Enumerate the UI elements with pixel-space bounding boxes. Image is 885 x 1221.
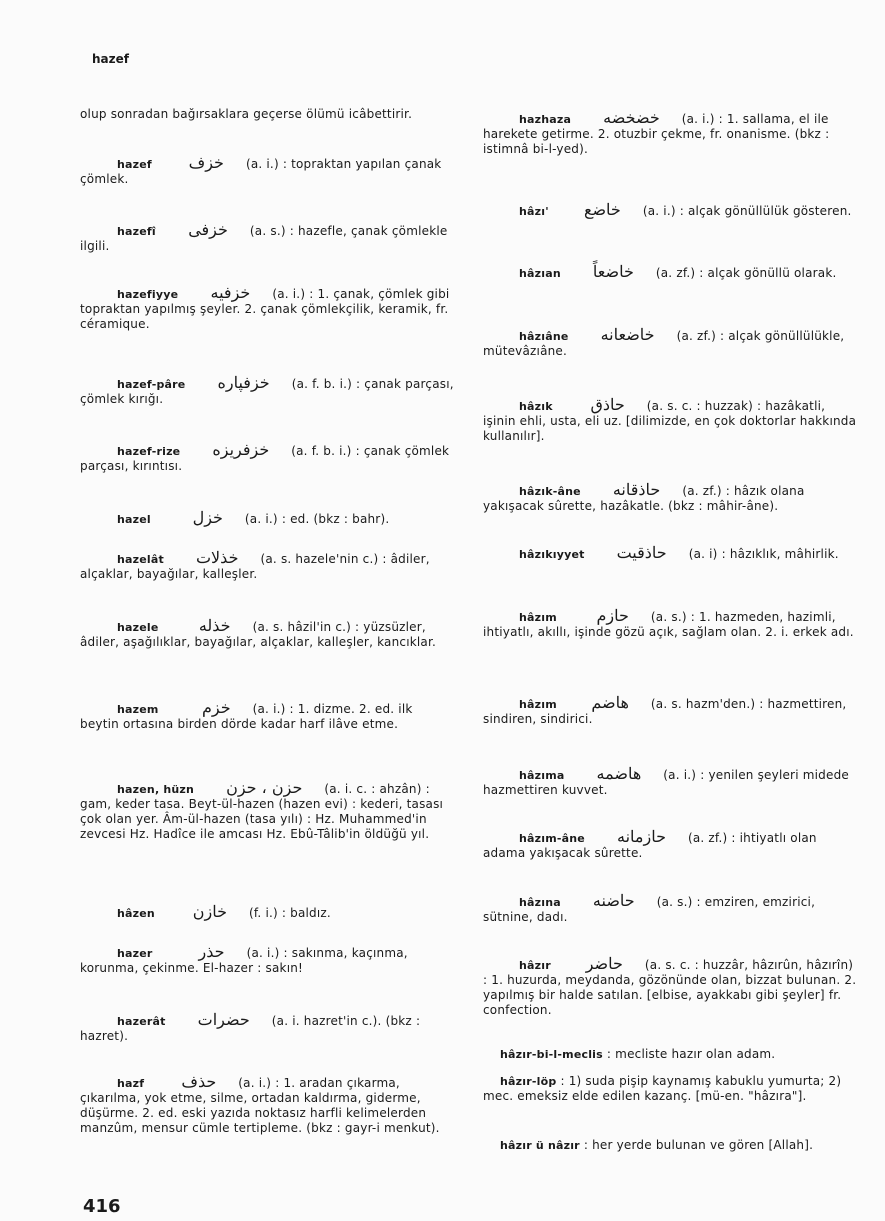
arabic-script: خذله xyxy=(198,616,231,635)
entry-text: (a. i) : hâzıklık, mâhirlik. xyxy=(688,547,839,561)
headword: hazef-pâre xyxy=(117,378,186,391)
arabic-script: حازمانه xyxy=(616,827,666,846)
dictionary-entry xyxy=(80,222,455,254)
entry-text: (a. i.) : alçak gönüllülük gösteren. xyxy=(642,204,852,218)
dictionary-entry xyxy=(483,1047,858,1062)
dictionary-entry xyxy=(80,155,455,187)
headword: hazf xyxy=(117,1077,145,1090)
arabic-script: خزل xyxy=(192,508,223,527)
dictionary-entry xyxy=(483,482,858,514)
dictionary-entry xyxy=(483,545,858,562)
arabic-script: خزفپاره xyxy=(217,373,270,392)
dictionary-entry xyxy=(80,442,455,474)
arabic-script: خزفى xyxy=(188,220,228,239)
entry-text: (a. s. hazele'nin c.) : âdiler, alçaklar, bayağılar, kalleşler. xyxy=(80,552,430,581)
dictionary-entry xyxy=(80,1012,455,1044)
page-number: 416 xyxy=(83,1196,121,1217)
headword: hâzım xyxy=(519,698,557,711)
arabic-script: خازن xyxy=(192,902,227,921)
arabic-script: حذف xyxy=(181,1072,217,1091)
headword: hâzıma xyxy=(519,769,565,782)
arabic-script: حذر xyxy=(198,942,225,961)
dictionary-entry xyxy=(80,944,455,976)
headword: hâzına xyxy=(519,896,561,909)
entry-text: : 1) suda pişip kaynamış kabuklu yumurta; 2) mec. emeksiz elde edilen kazanç. [mü-en. "hâzıra"]. xyxy=(483,1074,842,1103)
arabic-script: حاضنه xyxy=(592,891,635,910)
dictionary-entry xyxy=(483,766,858,798)
dictionary-entry xyxy=(80,285,455,332)
arabic-script: خاضع xyxy=(583,200,621,219)
headword: hazerât xyxy=(117,1015,166,1028)
headword: hâzık xyxy=(519,400,553,413)
headword: hâzıâne xyxy=(519,330,569,343)
dictionary-entry xyxy=(483,608,858,640)
headword: hazen, hüzn xyxy=(117,783,195,796)
dictionary-entry xyxy=(80,550,455,582)
dictionary-entry xyxy=(483,397,858,444)
entry-text: (a. s.) : emziren, emzirici, sütnine, dadı. xyxy=(483,895,816,924)
entry-text: (a. i.) : sakınma, kaçınma, korunma, çekinme. El-hazer : sakın! xyxy=(80,946,408,975)
arabic-script: حاذقيت xyxy=(616,543,667,562)
entry-text: (a. zf.) : alçak gönüllü olarak. xyxy=(655,266,837,280)
arabic-script: حاذقانه xyxy=(612,480,661,499)
entry-text: (a. i.) : 1. dizme. 2. ed. ilk beytin ortasına birden dörde kadar harf ilâve etme. xyxy=(80,702,413,731)
entry-text: (a. i.) : ed. (bkz : bahr). xyxy=(244,512,390,526)
entry-text: (a. i. hazret'in c.). (bkz : hazret). xyxy=(80,1014,421,1043)
entry-text: (a. zf.) : ihtiyatlı olan adama yakışacak sûrette. xyxy=(483,831,817,860)
dictionary-entry xyxy=(483,327,858,359)
headword: hâzık-âne xyxy=(519,485,581,498)
headword: hazele xyxy=(117,621,159,634)
headword: hazel xyxy=(117,513,151,526)
entry-text: (a. f. b. i.) : çanak çömlek parçası, kırıntısı. xyxy=(80,444,450,473)
arabic-script: خزم xyxy=(201,698,231,717)
dictionary-entry xyxy=(80,618,455,650)
arabic-script: خاضعاً xyxy=(592,262,634,281)
dictionary-entry xyxy=(483,110,858,157)
headword: hâzır-löp xyxy=(500,1075,557,1088)
headword: hâzım-âne xyxy=(519,832,585,845)
arabic-script: خزف xyxy=(188,153,224,172)
arabic-script: خذلات xyxy=(195,548,239,567)
entry-text: (a. i.) : topraktan yapılan çanak çömlek. xyxy=(80,157,442,186)
headword: hazef xyxy=(117,158,152,171)
headword: hâzır xyxy=(519,959,551,972)
headword: hazer xyxy=(117,947,153,960)
entry-text: (a. s.) : hazefle, çanak çömlekle ilgili. xyxy=(80,224,448,253)
headword: hâzen xyxy=(117,907,155,920)
headword: hazef-rize xyxy=(117,445,181,458)
entry-text: : mecliste hazır olan adam. xyxy=(606,1047,776,1061)
entry-text: (a. i.) : 1. sallama, el ile harekete getirme. 2. otuzbir çekme, fr. onanisme. (bkz : istimnâ bi-l-yed). xyxy=(483,112,830,156)
arabic-script: خزفريزه xyxy=(212,440,270,459)
arabic-script: خزفيه xyxy=(210,283,251,302)
headword: hazem xyxy=(117,703,159,716)
dictionary-entry xyxy=(483,202,858,219)
arabic-script: حضرات xyxy=(197,1010,250,1029)
dictionary-entry xyxy=(80,780,455,842)
headword: hâzıan xyxy=(519,267,561,280)
dictionary-entry xyxy=(80,1074,455,1136)
headword: hâzır ü nâzır xyxy=(500,1139,580,1152)
headword: hâzım xyxy=(519,611,557,624)
entry-text: (a. s. c. : huzzâr, hâzırûn, hâzırîn) : 1. huzurda, meydanda, gözönünde olan, bizzat bulunan. 2. yapılmış bir halde satılan. [elbise, ayakkabı gibi şeyler] fr. confection. xyxy=(483,958,857,1017)
arabic-script: خضخضه xyxy=(603,108,660,127)
running-head: hazef xyxy=(92,52,129,66)
dictionary-entry xyxy=(80,107,455,122)
arabic-script: حاذق xyxy=(590,395,625,414)
entry-text: (a. s. hâzil'in c.) : yüzsüzler, âdiler, aşağılıklar, bayağılar, alçaklar, kalleşler, kancıklar. xyxy=(80,620,437,649)
dictionary-entry xyxy=(80,700,455,732)
arabic-script: حاضر xyxy=(585,954,623,973)
entry-text: (a. zf.) : alçak gönüllülükle, mütevâzıâne. xyxy=(483,329,845,358)
dictionary-entry xyxy=(483,829,858,861)
dictionary-entry xyxy=(483,695,858,727)
entry-text: (a. zf.) : hâzık olana yakışacak sûrette, hazâkatle. (bkz : mâhir-âne). xyxy=(483,484,805,513)
headword: hâzır-bi-l-meclis xyxy=(500,1048,603,1061)
dictionary-entry xyxy=(483,1074,858,1104)
entry-text: (a. i. c. : ahzân) : gam, keder tasa. Beyt-ül-hazen (hazen evi) : kederi, tasası çok olan yer. Âm-ül-hazen (tasa yılı) : Hz. Muhammed'in zevcesi Hz. Hadîce ile amcası Hz. Ebû-Tâlib'in öldüğü yıl. xyxy=(80,782,444,841)
entry-text: (a. s. c. : huzzak) : hazâkatli, işinin ehli, usta, eli uz. [dilimizde, en çok doktorlar hakkında kullanılır]. xyxy=(483,399,857,443)
dictionary-entry xyxy=(483,956,858,1018)
headword: hazefiyye xyxy=(117,288,179,301)
entry-text: (a. s. hazm'den.) : hazmettiren, sindiren, sindirici. xyxy=(483,697,847,726)
headword: hâzı' xyxy=(519,205,549,218)
dictionary-entry xyxy=(80,510,455,527)
arabic-script: هاضمه xyxy=(596,764,642,783)
entry-text: (a. i.) : 1. aradan çıkarma, çıkarılma, yok etme, silme, ortadan kaldırma, giderme, düşürme. 2. ed. eski yazıda noktasız harfli kelimelerden manzûm, mensur cümle tertipleme. (bkz : gayr-i menkut). xyxy=(80,1076,440,1135)
entry-text: : her yerde bulunan ve gören [Allah]. xyxy=(583,1138,814,1152)
dictionary-entry xyxy=(483,893,858,925)
entry-text: (f. i.) : baldız. xyxy=(248,906,331,920)
dictionary-entry xyxy=(80,904,455,921)
entry-text: (a. i.) : yenilen şeyleri midede hazmettiren kuvvet. xyxy=(483,768,849,797)
entry-text: olup sonradan bağırsaklara geçerse ölümü icâbettirir. xyxy=(80,107,413,121)
headword: hazhaza xyxy=(519,113,572,126)
dictionary-entry xyxy=(483,1138,858,1153)
entry-text: (a. f. b. i.) : çanak parçası, çömlek kırığı. xyxy=(80,377,454,406)
arabic-script: خاضعانه xyxy=(600,325,655,344)
arabic-script: حازم xyxy=(596,606,629,625)
arabic-script: هاضم xyxy=(591,693,629,712)
entry-text: (a. s.) : 1. hazmeden, hazimli, ihtiyatlı, akıllı, işinde gözü açık, sağlam olan. 2. i. erkek adı. xyxy=(483,610,854,639)
dictionary-entry xyxy=(483,264,858,281)
dictionary-entry xyxy=(80,375,455,407)
headword: hâzıkıyyet xyxy=(519,548,585,561)
entry-text: (a. i.) : 1. çanak, çömlek gibi topraktan yapılmış şeyler. 2. çanak çömlekçilik, keramik, fr. céramique. xyxy=(80,287,450,331)
headword: hazelât xyxy=(117,553,164,566)
headword: hazefî xyxy=(117,225,156,238)
arabic-script: حزن ، حزن xyxy=(226,778,303,797)
